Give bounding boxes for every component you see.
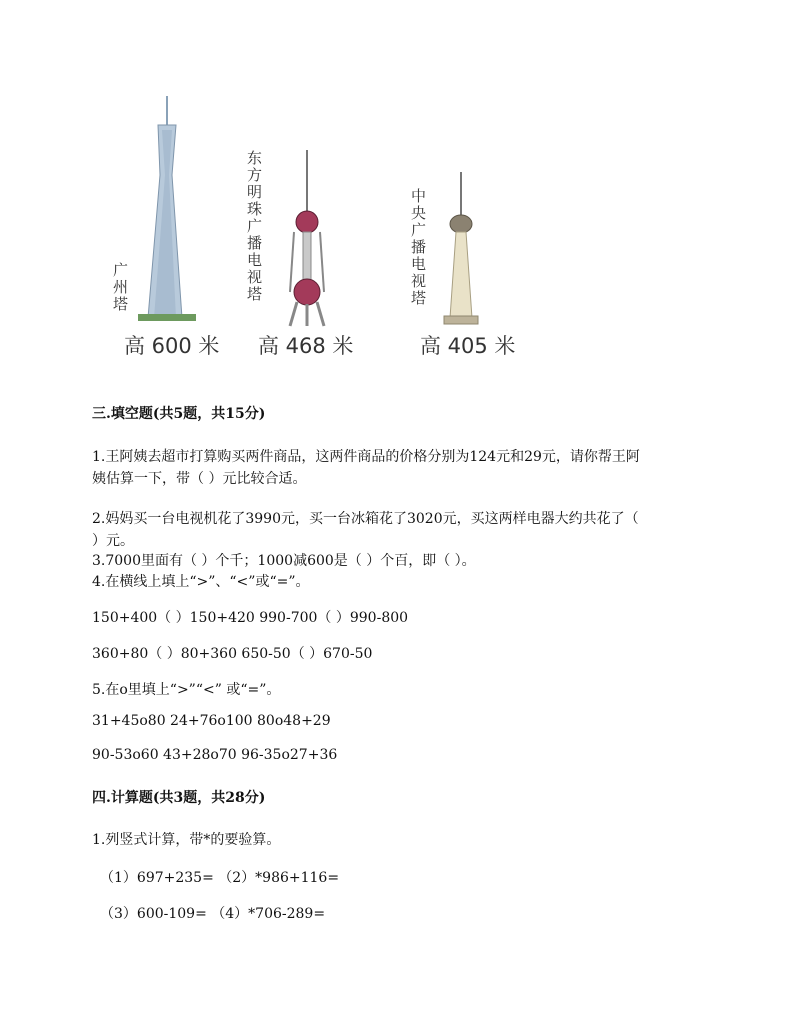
oriental-pearl-tower-drawing [290,150,324,326]
s3-q1-line1: 1.王阿姨去超市打算购买两件商品，这两件商品的价格分别为124元和29元，请你帮王阿 [92,449,640,465]
tower-illustrations [0,0,794,380]
s4-row2: （3）600-109= （4）*706-289= [100,906,326,922]
s3-q5: 5.在o里填上“>”“<” 或“=”。 [92,682,281,698]
tower-height-cctv: 高 405 米 [420,334,516,358]
s3-q5-row2: 90-53o60 43+28o70 96-35o27+36 [92,747,338,763]
s3-q5-row1: 31+45o80 24+76o100 80o48+29 [92,713,331,729]
s3-q3: 3.7000里面有（ ）个千；1000减600是（ ）个百，即（ ）。 [92,553,476,569]
section-4-heading: 四.计算题(共3题，共28分) [92,790,266,806]
tower-name-oriental-pearl: 东方明珠广播电视塔 [245,150,263,303]
s3-q4-row1: 150+400（ ）150+420 990-700（ ）990-800 [92,610,409,626]
tower-name-canton: 广州塔 [111,262,129,313]
s3-q4: 4.在横线上填上“>”、“<”或“=”。 [92,574,310,590]
s4-row1: （1）697+235= （2）*986+116= [100,870,340,886]
s3-q4-row2: 360+80（ ）80+360 650-50（ ）670-50 [92,646,373,662]
s3-q1-line2: 姨估算一下，带（ ）元比较合适。 [92,471,307,487]
s4-q1: 1.列竖式计算，带*的要验算。 [92,832,281,848]
s3-q2-line1: 2.妈妈买一台电视机花了3990元，买一台冰箱花了3020元，买这两样电器大约共花了（ [92,511,639,527]
section-3-heading: 三.填空题(共5题，共15分) [92,406,266,422]
tower-name-cctv: 中央广播电视塔 [409,188,427,307]
cctv-tower-drawing [444,172,478,324]
tower-comparison-figure [0,0,794,380]
canton-tower-drawing [138,96,196,321]
tower-height-oriental-pearl: 高 468 米 [258,334,354,358]
s3-q2-line2: ）元。 [92,533,134,549]
tower-height-canton: 高 600 米 [124,334,220,358]
